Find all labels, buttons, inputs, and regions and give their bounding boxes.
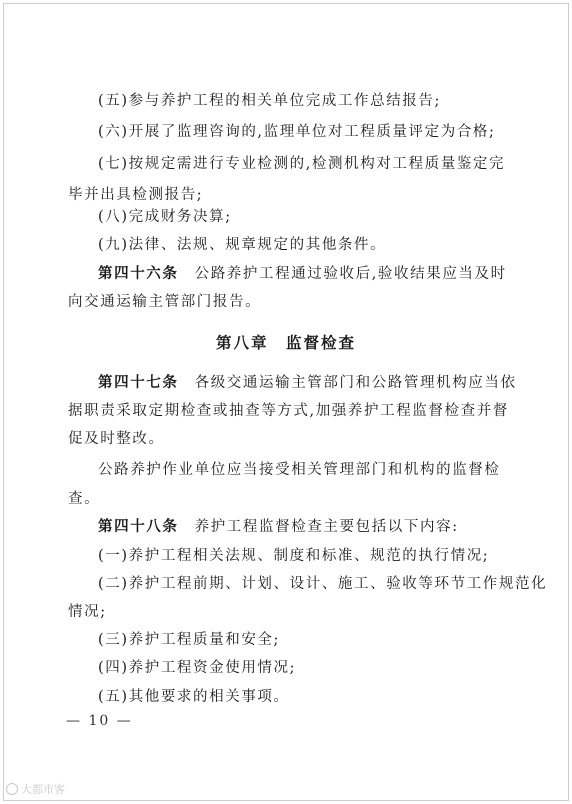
article-48 — [98, 518, 459, 536]
list-item: (四)养护工程资金使用情况; — [98, 660, 297, 676]
list-item: (五)其他要求的相关事项。 — [98, 689, 290, 705]
list-item: (二)养护工程前期、计划、设计、施工、验收等环节工作规范化 — [98, 576, 548, 592]
article-label: 第四十六条 — [98, 265, 179, 282]
text-line: 公路养护作业单位应当接受相关管理部门和机构的监督检 — [98, 462, 501, 478]
list-item: 情况; — [68, 604, 107, 620]
list-item: (三)养护工程质量和安全; — [98, 632, 280, 648]
article-46 — [98, 265, 507, 283]
list-item: (一)养护工程相关法规、制度和标准、规范的执行情况; — [98, 548, 490, 564]
article-text: 养护工程监督检查主要包括以下内容: — [194, 519, 459, 535]
text-line: (七)按规定需进行专业检测的,检测机构对工程质量鉴定完 — [98, 156, 506, 172]
text-line: 向交通运输主管部门报告。 — [68, 294, 262, 310]
chapter-title: 第八章 监督检查 — [215, 333, 356, 352]
article-label: 第四十七条 — [98, 374, 179, 391]
article-47 — [98, 374, 517, 392]
text-line: (八)完成财务决算; — [98, 209, 232, 225]
watermark-logo-icon — [6, 783, 18, 795]
page-number: — 10 — — [66, 713, 133, 729]
text-line: (六)开展了监理咨询的,监理单位对工程质量评定为合格; — [98, 124, 496, 140]
article-label: 第四十八条 — [98, 518, 179, 535]
text-line: (九)法律、法规、规章规定的其他条件。 — [98, 237, 387, 253]
text-line: 促及时整改。 — [68, 431, 165, 447]
article-text: 各级交通运输主管部门和公路管理机构应当依 — [194, 375, 517, 391]
article-text: 公路养护工程通过验收后,验收结果应当及时 — [194, 266, 507, 282]
watermark — [6, 781, 65, 797]
watermark-text: 大都市客 — [21, 783, 65, 796]
text-line: 据职责采取定期检查或抽查等方式,加强养护工程监督检查并督 — [68, 403, 509, 419]
text-line: 查。 — [68, 491, 101, 507]
text-line: (五)参与养护工程的相关单位完成工作总结报告; — [98, 93, 441, 109]
text-line: 毕并出具检测报告; — [68, 187, 204, 203]
